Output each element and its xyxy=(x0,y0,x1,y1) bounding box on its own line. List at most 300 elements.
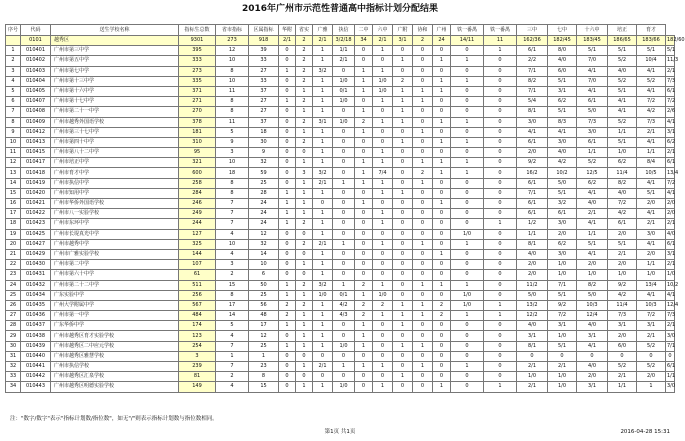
row-code: 010413 xyxy=(21,137,51,147)
row-value: 3/1 xyxy=(393,36,413,46)
row-code: 010404 xyxy=(21,76,51,86)
row-code: 010405 xyxy=(21,86,51,96)
row-value: 2/1 xyxy=(313,362,333,372)
row-value: 378 xyxy=(179,117,216,127)
row-value: 1 xyxy=(413,341,433,351)
row-value: 1/0 xyxy=(333,117,355,127)
row-value: 8 xyxy=(216,178,249,188)
row-seq: 22 xyxy=(6,260,21,270)
row-value: 0 xyxy=(433,260,451,270)
row-value: 1 xyxy=(355,178,373,188)
row-seq: 33 xyxy=(6,372,21,382)
row-value: 4/1 xyxy=(637,239,666,249)
row-code: 010429 xyxy=(21,249,51,259)
row-value: 0 xyxy=(373,107,393,117)
row-value: 2/1 xyxy=(333,56,355,66)
row-seq: 24 xyxy=(6,280,21,290)
row-value: 0 xyxy=(279,372,296,382)
row-value: 12 xyxy=(216,46,249,56)
row-value: 0 xyxy=(451,97,484,107)
row-value: 2/0 xyxy=(608,331,637,341)
row-school-name: 广州市执信学校 xyxy=(51,362,179,372)
row-value: 1 xyxy=(313,209,333,219)
row-value: 0 xyxy=(433,66,451,76)
row-value: 0 xyxy=(433,219,451,229)
row-value: 0 xyxy=(413,56,433,66)
row-value: 1/0 xyxy=(548,372,577,382)
row-value: 0 xyxy=(393,260,413,270)
row-value: 1 xyxy=(373,188,393,198)
row-value: 1 xyxy=(279,290,296,300)
row-value: 2/0 xyxy=(517,270,548,280)
row-value: 0 xyxy=(484,56,517,66)
row-value: 1 xyxy=(433,56,451,66)
row-value: 183/66 xyxy=(637,36,666,46)
row-value: 2 xyxy=(296,66,313,76)
row-value: 3/0 xyxy=(548,137,577,147)
row-value: 5/2 xyxy=(608,117,637,127)
row-value: 0 xyxy=(413,321,433,331)
column-header: 省市指标 xyxy=(216,25,249,36)
table-row xyxy=(6,168,675,178)
row-value: 2/1 xyxy=(548,362,577,372)
row-value: 1 xyxy=(393,117,413,127)
row-value: 1 xyxy=(296,127,313,137)
row-value: 2/1 xyxy=(608,372,637,382)
row-value: 333 xyxy=(179,56,216,66)
row-value: 5/1 xyxy=(608,86,637,96)
row-value: 6/0 xyxy=(548,66,577,76)
row-school-name: 广州市第八十二中学 xyxy=(51,148,179,158)
row-value: 0 xyxy=(451,219,484,229)
row-seq: 34 xyxy=(6,382,21,392)
row-seq: 14 xyxy=(6,178,21,188)
row-seq: 29 xyxy=(6,331,21,341)
row-value: 0 xyxy=(433,97,451,107)
row-value: 4/1 xyxy=(577,188,608,198)
row-value: 2 xyxy=(296,300,313,310)
row-value: 1 xyxy=(355,341,373,351)
row-value: 0 xyxy=(279,137,296,147)
row-value: 0 xyxy=(433,46,451,56)
row-value: 600 xyxy=(179,168,216,178)
row-value: 14 xyxy=(249,249,279,259)
row-value: 0 xyxy=(433,290,451,300)
row-value: 6/1 xyxy=(666,158,675,168)
row-value: 0 xyxy=(333,331,355,341)
row-value: 0 xyxy=(279,270,296,280)
row-value: 1/0 xyxy=(577,270,608,280)
row-value: 0 xyxy=(333,127,355,137)
row-value: 1 xyxy=(296,331,313,341)
row-value: 1 xyxy=(333,178,355,188)
row-value: 1 xyxy=(296,178,313,188)
row-value: 3/0 xyxy=(666,382,675,392)
row-value: 3/1 xyxy=(666,127,675,137)
row-value: 0 xyxy=(451,148,484,158)
column-header: 二中 xyxy=(355,25,373,36)
row-value: 4/1 xyxy=(608,107,637,117)
row-value: 9 xyxy=(216,137,249,147)
row-value: 11/4 xyxy=(608,168,637,178)
row-value: 0 xyxy=(279,148,296,158)
row-value: 7/2 xyxy=(666,97,675,107)
row-value: 2 xyxy=(296,280,313,290)
row-value: 0 xyxy=(413,209,433,219)
row-code: 010440 xyxy=(21,351,51,361)
row-seq: 18 xyxy=(6,219,21,229)
row-value: 4/1 xyxy=(637,178,666,188)
row-value: 6/1 xyxy=(517,46,548,56)
row-value: 7/3 xyxy=(608,311,637,321)
row-value: 24 xyxy=(249,219,279,229)
row-code: 010417 xyxy=(21,158,51,168)
row-value: 0 xyxy=(333,137,355,147)
row-value: 7/1 xyxy=(517,66,548,76)
row-value: 1 xyxy=(333,362,355,372)
row-value: 0 xyxy=(484,76,517,86)
row-value: 5/0 xyxy=(548,178,577,188)
row-value: 0 xyxy=(333,188,355,198)
row-value: 0 xyxy=(517,351,548,361)
row-value: 1 xyxy=(279,209,296,219)
row-value: 0 xyxy=(393,270,413,280)
row-value: 0 xyxy=(373,372,393,382)
row-value: 0 xyxy=(355,372,373,382)
row-value: 1 xyxy=(451,56,484,66)
row-value: 1 xyxy=(296,290,313,300)
row-value: 5/1 xyxy=(666,46,675,56)
row-value: 5/1 xyxy=(577,239,608,249)
row-value: 0 xyxy=(355,351,373,361)
row-value: 0 xyxy=(279,249,296,259)
row-value: 10/4 xyxy=(637,56,666,66)
row-seq: 19 xyxy=(6,229,21,239)
row-value: 0 xyxy=(484,362,517,372)
row-code: 010409 xyxy=(21,117,51,127)
row-seq: 8 xyxy=(6,117,21,127)
row-value: 0 xyxy=(451,46,484,56)
row-value: 2/0 xyxy=(608,229,637,239)
row-value: 1 xyxy=(451,76,484,86)
row-value: 17 xyxy=(216,300,249,310)
row-value: 32 xyxy=(249,239,279,249)
row-value: 11 xyxy=(216,117,249,127)
row-value: 5/1 xyxy=(548,107,577,117)
row-code: 010442 xyxy=(21,372,51,382)
row-value: 321 xyxy=(179,158,216,168)
row-value: 0 xyxy=(279,86,296,96)
row-value: 0 xyxy=(484,209,517,219)
row-value: 0 xyxy=(296,270,313,280)
row-school-name: 广州市广雅实验学校 xyxy=(51,249,179,259)
row-value: 61 xyxy=(179,270,216,280)
table-row xyxy=(6,158,675,168)
row-value: 5/2 xyxy=(608,362,637,372)
row-value: 0 xyxy=(373,56,393,66)
row-value: 4 xyxy=(216,331,249,341)
row-value: 3/1 xyxy=(313,117,333,127)
row-value: 0 xyxy=(484,86,517,96)
row-value: 244 xyxy=(179,219,216,229)
row-code: 010441 xyxy=(21,362,51,372)
row-value: 1 xyxy=(373,280,393,290)
row-value: 1 xyxy=(296,158,313,168)
row-value: 8/1 xyxy=(517,341,548,351)
row-value: 162/36 xyxy=(517,36,548,46)
row-code: 010434 xyxy=(21,290,51,300)
row-code: 010419 xyxy=(21,178,51,188)
row-value: 3/2/18 xyxy=(333,36,355,46)
row-value: 0 xyxy=(279,178,296,188)
row-value: 6/2 xyxy=(608,158,637,168)
row-value: 3/0 xyxy=(517,117,548,127)
row-value: 7/3 xyxy=(666,311,675,321)
row-value: 12/4 xyxy=(666,300,675,310)
row-value: 0 xyxy=(279,127,296,137)
row-code: 010421 xyxy=(21,199,51,209)
row-value: 1 xyxy=(413,86,433,96)
row-value: 4/1 xyxy=(637,137,666,147)
row-value: 0 xyxy=(484,321,517,331)
row-school-name: 广州市越秀区雅慧学校 xyxy=(51,351,179,361)
row-value: 511 xyxy=(179,280,216,290)
table-row xyxy=(6,66,675,76)
row-value: 1/0 xyxy=(373,86,393,96)
row-value: 1 xyxy=(313,107,333,117)
row-value: 34 xyxy=(355,36,373,46)
row-value: 7/0 xyxy=(577,56,608,66)
row-seq: 27 xyxy=(6,311,21,321)
row-seq: 23 xyxy=(6,270,21,280)
column-header: 华附 xyxy=(279,25,296,36)
table-row xyxy=(6,249,675,259)
row-value: 918 xyxy=(249,36,279,46)
row-value: 0 xyxy=(373,331,393,341)
row-value: 0 xyxy=(413,76,433,86)
row-value: 0 xyxy=(373,341,393,351)
row-value: 6/2 xyxy=(548,97,577,107)
row-value: 5/2 xyxy=(577,158,608,168)
row-value: 7/1 xyxy=(517,86,548,96)
row-school-name: 广州市第七中学 xyxy=(51,66,179,76)
row-value: 1 xyxy=(484,219,517,229)
row-value: 0 xyxy=(333,209,355,219)
row-value: 8/2 xyxy=(608,178,637,188)
row-value: 0 xyxy=(451,260,484,270)
row-value: 1 xyxy=(313,86,333,96)
row-value: 5/0 xyxy=(517,290,548,300)
row-value: 2/1 xyxy=(517,382,548,392)
row-value: 1 xyxy=(433,168,451,178)
row-value: 0 xyxy=(355,97,373,107)
row-value: 5 xyxy=(216,321,249,331)
row-value: 3 xyxy=(216,260,249,270)
row-value: 1/1 xyxy=(577,229,608,239)
row-value: 18 xyxy=(249,127,279,137)
row-value: 4/1 xyxy=(577,66,608,76)
row-value: 0 xyxy=(433,362,451,372)
row-value: 2/1 xyxy=(637,331,666,341)
row-value: 0/1 xyxy=(333,290,355,300)
row-value: 2 xyxy=(355,280,373,290)
row-value: 6/1 xyxy=(608,219,637,229)
row-value: 4/2 xyxy=(548,158,577,168)
row-value: 1 xyxy=(393,188,413,198)
row-value: 0 xyxy=(413,351,433,361)
row-value: 1/1 xyxy=(517,229,548,239)
row-value: 0 xyxy=(393,382,413,392)
row-value: 1 xyxy=(313,127,333,137)
row-value: 0 xyxy=(333,260,355,270)
row-value: 0 xyxy=(484,178,517,188)
row-value: 7/2 xyxy=(666,178,675,188)
row-value: 30 xyxy=(249,137,279,147)
row-value: 5/2 xyxy=(608,56,637,66)
row-value: 4/3 xyxy=(333,311,355,321)
row-value: 4 xyxy=(216,229,249,239)
row-value: 0 xyxy=(484,351,517,361)
row-value: 12/4 xyxy=(577,311,608,321)
row-value: 2 xyxy=(393,76,413,86)
row-value: 0 xyxy=(413,199,433,209)
column-header: 育才 xyxy=(637,25,666,36)
row-value: 2/1 xyxy=(373,36,393,46)
table-row xyxy=(6,362,675,372)
row-value: 4/0 xyxy=(608,188,637,198)
row-value: 1 xyxy=(484,46,517,56)
row-value: 4/1 xyxy=(548,127,577,137)
row-seq xyxy=(6,36,21,46)
row-value: 11 xyxy=(484,36,517,46)
row-value: 4/1 xyxy=(666,117,675,127)
row-value: 1 xyxy=(333,239,355,249)
row-value: 0 xyxy=(313,372,333,382)
row-value: 7/0 xyxy=(577,76,608,86)
row-value: 2/1 xyxy=(666,66,675,76)
row-value: 3 xyxy=(179,351,216,361)
row-value: 0 xyxy=(413,270,433,280)
row-seq: 9 xyxy=(6,127,21,137)
row-value: 5 xyxy=(216,127,249,137)
row-value: 0 xyxy=(393,280,413,290)
column-header: 序号 xyxy=(6,25,21,36)
row-school-name: 广州市第十三中学 xyxy=(51,76,179,86)
row-value: 1 xyxy=(279,188,296,198)
row-value: 1 xyxy=(296,188,313,198)
table-row xyxy=(6,311,675,321)
row-value: 1/0 xyxy=(517,372,548,382)
row-value: 0 xyxy=(484,239,517,249)
row-value: 14/11 xyxy=(451,36,484,46)
row-value: 395 xyxy=(179,46,216,56)
row-value: 2 xyxy=(296,46,313,56)
row-value: 27 xyxy=(249,107,279,117)
row-school-name: 广州市第二十一中学 xyxy=(51,107,179,117)
row-value: 1 xyxy=(393,56,413,66)
row-value: 1 xyxy=(313,382,333,392)
row-value: 5/1 xyxy=(608,239,637,249)
column-header: 指标生总数 xyxy=(179,25,216,36)
row-value: 0 xyxy=(296,249,313,259)
table-row xyxy=(6,117,675,127)
column-header: 三中 xyxy=(517,25,548,36)
row-value: 335 xyxy=(179,76,216,86)
row-value: 28 xyxy=(249,188,279,198)
row-value: 2 xyxy=(355,311,373,321)
row-code: 010415 xyxy=(21,148,51,158)
row-seq: 10 xyxy=(6,137,21,147)
row-value: 0 xyxy=(373,229,393,239)
row-value: 325 xyxy=(179,239,216,249)
row-value: 9 xyxy=(249,148,279,158)
row-value: 24 xyxy=(249,209,279,219)
row-value: 0 xyxy=(413,229,433,239)
row-value: 4/1 xyxy=(637,209,666,219)
row-value: 17 xyxy=(249,321,279,331)
row-value: 0 xyxy=(413,107,433,117)
row-value: 7/1 xyxy=(666,341,675,351)
row-value: 0 xyxy=(296,351,313,361)
row-value: 0 xyxy=(393,178,413,188)
row-school-name: 广东实验中学 xyxy=(51,290,179,300)
column-header: 十六中 xyxy=(577,25,608,36)
row-value: 7/2 xyxy=(637,311,666,321)
row-value: 1 xyxy=(313,270,333,280)
row-value: 25 xyxy=(249,290,279,300)
row-seq: 3 xyxy=(6,66,21,76)
row-value: 0 xyxy=(451,178,484,188)
row-value: 183/45 xyxy=(577,36,608,46)
row-value: 0 xyxy=(296,229,313,239)
row-value: 258 xyxy=(179,178,216,188)
row-value: 8/2 xyxy=(577,280,608,290)
row-value: 10 xyxy=(216,158,249,168)
row-value: 2 xyxy=(433,300,451,310)
row-value: 1 xyxy=(393,372,413,382)
row-value: 3 xyxy=(296,168,313,178)
allocation-table xyxy=(5,24,685,393)
row-value: 4/2 xyxy=(608,209,637,219)
row-value: 0 xyxy=(333,66,355,76)
row-school-name: 广东华侨中学 xyxy=(51,321,179,331)
row-value: 1 xyxy=(373,46,393,56)
row-value: 1 xyxy=(413,97,433,107)
row-seq: 17 xyxy=(6,209,21,219)
row-value: 0 xyxy=(484,148,517,158)
row-value: 1 xyxy=(451,117,484,127)
row-value: 2 xyxy=(296,239,313,249)
row-value: 0 xyxy=(333,249,355,259)
row-value: 1 xyxy=(433,76,451,86)
row-value: 1 xyxy=(393,107,413,117)
row-value: 1/1 xyxy=(666,372,675,382)
row-value: 1/0 xyxy=(608,270,637,280)
row-value: 1 xyxy=(373,158,393,168)
row-value: 1 xyxy=(313,148,333,158)
row-value: 10/2 xyxy=(548,168,577,178)
row-value: 13/2 xyxy=(517,300,548,310)
row-value: 6/1 xyxy=(517,137,548,147)
row-value: 8 xyxy=(249,372,279,382)
row-value: 1 xyxy=(313,188,333,198)
row-school-name: 广州市东环中学 xyxy=(51,219,179,229)
row-value: 4 xyxy=(216,382,249,392)
row-school-name: 广州市长堤真光中学 xyxy=(51,229,179,239)
row-value: 32 xyxy=(249,158,279,168)
row-value: 1 xyxy=(313,137,333,147)
row-value: 1 xyxy=(413,300,433,310)
